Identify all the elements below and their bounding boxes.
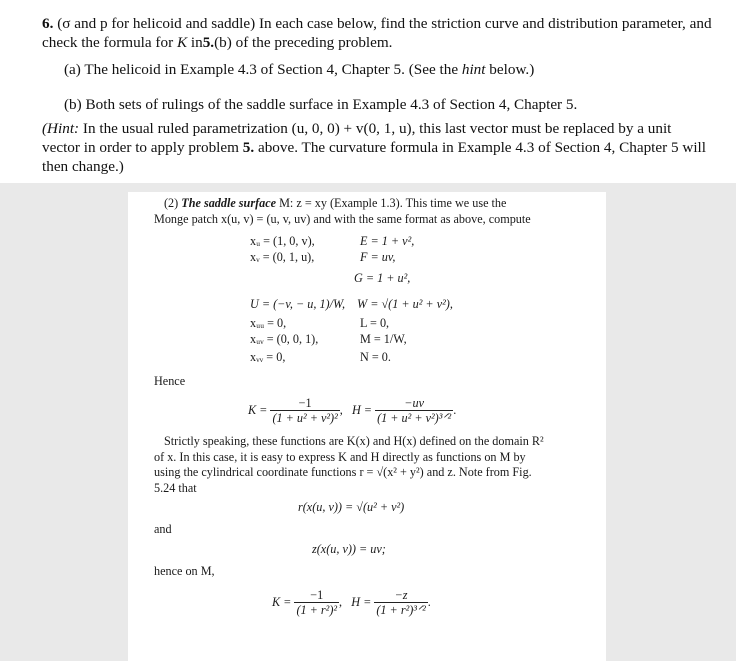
z-equation: z(x(u, v)) = uv; xyxy=(312,542,386,556)
eq-xu: xᵤ = (1, 0, v), xyxy=(250,234,315,248)
eq-xuv: xᵤᵥ = (0, 0, 1), xyxy=(250,332,319,346)
problem-ref: 5. xyxy=(202,34,215,51)
eq-G: G = 1 + u², xyxy=(354,271,411,285)
r-equation: r(x(u, v)) = √(u² + v²) xyxy=(298,500,405,514)
solution-sheet xyxy=(128,192,606,661)
saddle-title: The saddle surface xyxy=(181,196,277,210)
problem-heading xyxy=(42,14,712,52)
eq-E: E = 1 + v², xyxy=(360,234,415,248)
eq-F: F = uv, xyxy=(360,250,396,264)
h-fraction: $\frac{-uv}{\text{(1 + u² + v²)³ᐟ²}}$ xyxy=(377,396,452,425)
k2-fraction: $\frac{-1}{\text{(1 + r²)²}}$ xyxy=(296,588,338,617)
eq-xv: xᵥ = (0, 1, u), xyxy=(250,250,315,264)
part-b: (b) Both sets of rulings of the saddle surface in Example 4.3 of Section 4, Chapter 5. xyxy=(64,96,578,113)
problem-lead: In each case below, find the striction curve and distribution parameter, and check the formula for xyxy=(42,15,712,51)
eq-xuu: xᵤᵤ = 0, xyxy=(250,316,287,330)
hence-on-label: hence on M, xyxy=(154,564,215,578)
strictly-paragraph: Strictly speaking, these functions are K(x) and H(x) defined on the domain R² of x. In this case, it is easy to express K and H directly as functions on M by using the cylindrical coordinate functions r = √(x² + y²) and z. Note from Fig. 5.24 that xyxy=(154,434,544,495)
eq-W: W = √(1 + u² + v²), xyxy=(357,297,453,311)
hint-word: hint xyxy=(461,61,486,78)
hint-text-2: above. The curvature formula in Example 4.3 of Section 4, Chapter 5 will then change.) xyxy=(42,139,706,175)
in-word: in xyxy=(190,34,203,51)
eq-N: N = 0. xyxy=(360,350,391,364)
problem-title: (σ and p for helicoid and saddle) xyxy=(57,15,256,32)
problem-ref-tail: (b) of the preceding problem. xyxy=(214,34,393,51)
hint-paragraph xyxy=(42,119,712,176)
eq-xvv: xᵥᵥ = 0, xyxy=(250,350,286,364)
k-symbol: K xyxy=(176,34,188,51)
k-fraction: $\frac{-1}{\text{(1 + u² + v²)²}}$ xyxy=(272,396,338,425)
problem-number: 6. xyxy=(42,15,54,32)
part-a: (a) The helicoid in Example 4.3 of Section 4, Chapter 5. (See the hint below.) xyxy=(64,61,535,78)
eq-M: M = 1/W, xyxy=(360,332,407,346)
problem-statement xyxy=(42,14,712,176)
hint-label: (Hint: xyxy=(42,120,80,137)
hint-text-1: In the usual ruled parametrization (u, 0, 0) + v(0, 1, u), this last vector must be replaced by a unit vector in order to apply problem xyxy=(42,120,672,156)
solution-intro: (2) The saddle surface M: z = xy (Example 1.3). This time we use the Monge patch x(u, v) = (u, v, uv) and with the same format as above, compute xyxy=(154,196,531,226)
eq-U: U = (−v, − u, 1)/W, xyxy=(250,297,346,311)
hint-ref: 5. xyxy=(242,139,255,156)
hence-label: Hence xyxy=(154,374,186,388)
h2-fraction: $\frac{-z}{\text{(1 + r²)³ᐟ²}}$ xyxy=(376,588,426,617)
k-h-formulas: K = $\frac{-1}{\text{(1 + u² + v²)²}}$ , H = $\frac{-uv}{\text{(1 + u² + v²)³ᐟ²}}$ . xyxy=(248,396,457,425)
eq-L: L = 0, xyxy=(360,316,390,330)
k-h-on-m: K = $\frac{-1}{\text{(1 + r²)²}}$ , H = $\frac{-z}{\text{(1 + r²)³ᐟ²}}$ . xyxy=(272,588,431,617)
and-label: and xyxy=(154,522,172,536)
